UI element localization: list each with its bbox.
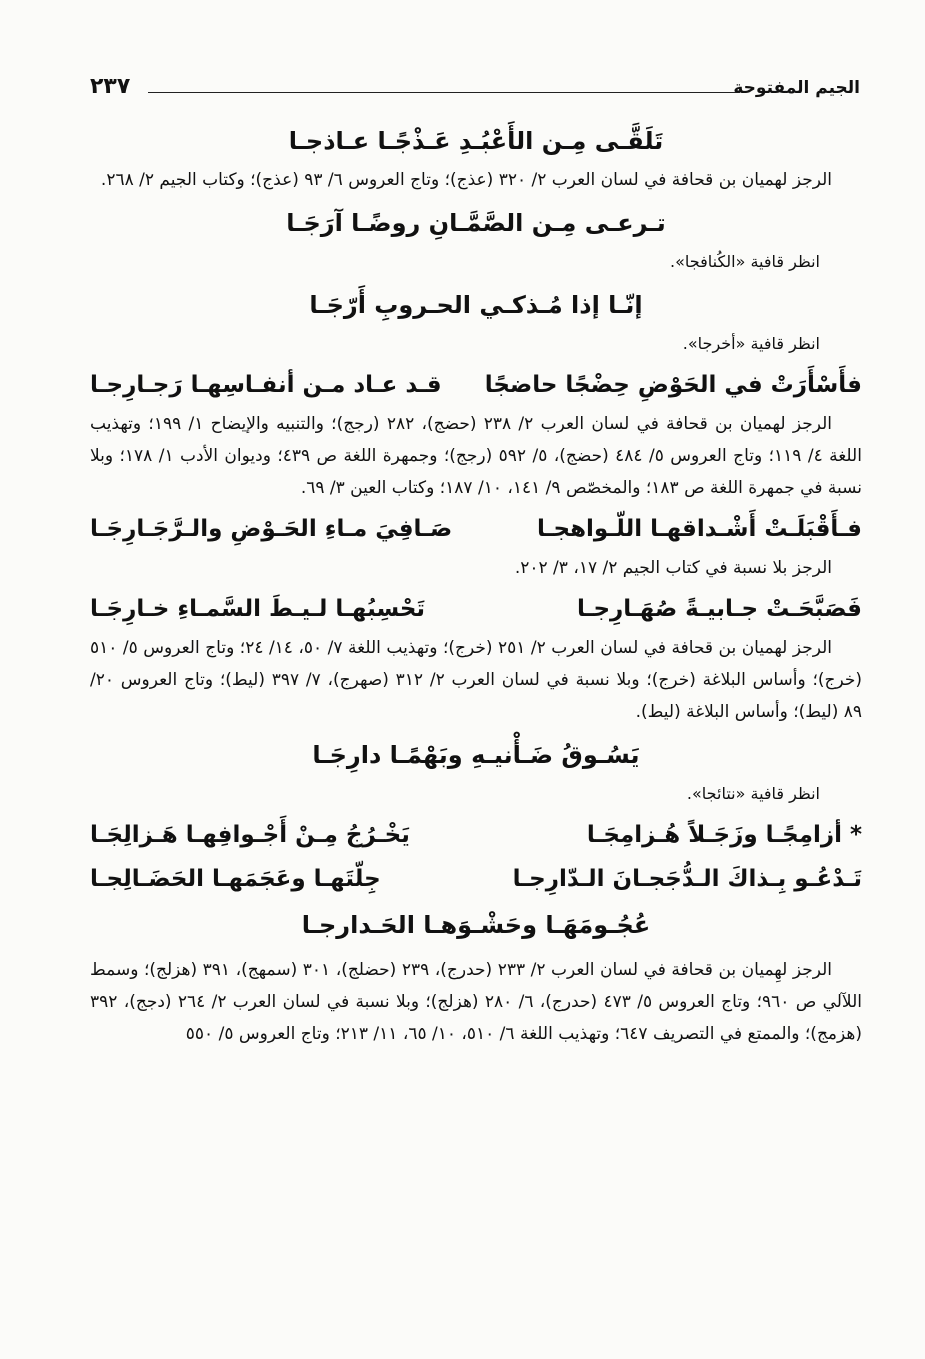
footnote-text: الرجز لهميان بن قحافة في لسان العرب ٢/ ٢٣٨ (حضج)، ٢٨٢ (رجج)؛ والتنبيه والإيضاح ١/ ١٩٩؛ وتهذيب اللغة ٤/ ١١٩؛ وتاج العروس ٥/ ٤٨٤ (حضج)، ٥/ ٥٩٢ (رجج)؛ وجمهرة اللغة ص ٤٣٩؛ وديوان الأدب ١/ ١٧٨؛ وبلا نسبة في جمهرة اللغة ص ١٨٣؛ والمخصّص ٩/ ١٤١، ١٠/ ١٨٧؛ وكتاب العين ٣/ ٦٩. bbox=[90, 414, 862, 498]
verse-first-hemistich: فأَسْأَرَتْ في الحَوْضِ حِضْجًا حاضجًا bbox=[484, 372, 862, 398]
verse-second-hemistich: قـد عـاد مـن أنفـاسِهـا رَجـارِجـا bbox=[90, 372, 442, 398]
verse: يَسُـوقُ ضَـأْنيـهِ وبَهْمًـا دارِجَـا bbox=[312, 741, 640, 769]
verse-second-hemistich: يَخْـرُجُ مِـنْ أَجْـوافِهـا هَـزالِجَـا bbox=[90, 822, 410, 848]
verse-second-hemistich: صَـافِيَ مـاءِ الحَـوْضِ والـرَّجَـارِجَـا bbox=[90, 516, 453, 542]
page-content bbox=[90, 118, 862, 1054]
verse: عُجُـومَهَـا وحَشْـوَهـا الحَـدارجـا bbox=[301, 911, 651, 939]
cross-reference: انظر قافية «نتائجا». bbox=[686, 784, 820, 803]
verse-second-hemistich: تَحْسِبُهـا لـيـطَ السَّمـاءِ خـارِجَـا bbox=[90, 596, 426, 622]
verse: تـرعـى مِـن الصَّمَّـانِ روضًـا آرَجَـا bbox=[286, 209, 666, 237]
footnote-text: الرجز لهميان بن قحافة في لسان العرب ٢/ ٢٥١ (خرج)؛ وتهذيب اللغة ٧/ ٥٠، ١٤/ ٢٤؛ وتاج العروس ٥/ ٥١٠ (خرج)؛ وأساس البلاغة (خرج)؛ وبلا نسبة في لسان العرب ٢/ ٣١٢ (صهرج)، ٧/ ٣٩٧ (ليط)؛ وتاج العروس ٢٠/ ٨٩ (ليط)؛ وأساس البلاغة (ليط). bbox=[90, 638, 862, 722]
verse-couplet bbox=[90, 508, 862, 552]
verse-second-hemistich: جِلّتَهـا وعَجَمَهـا الحَضَـالِجـا bbox=[90, 866, 381, 892]
footnote-text: الرجز بلا نسبة في كتاب الجيم ٢/ ١٧، ٣/ ٢٠٢. bbox=[514, 558, 832, 578]
page-header bbox=[90, 70, 860, 110]
cross-reference: انظر قافية «الكُنافجا». bbox=[670, 252, 820, 271]
verse-first-hemistich: فـأَقْبَلَـتْ أَشْـداقهـا اللّـواهجـا bbox=[537, 516, 862, 542]
header-rule bbox=[148, 92, 740, 93]
footnote-text: الرجز لهميان بن قحافة في لسان العرب ٢/ ٣٢٠ (عذج)؛ وتاج العروس ٦/ ٩٣ (عذج)؛ وكتاب الجيم ٢/ ٢٦٨. bbox=[100, 170, 832, 190]
footnote-text: الرجز لهِميان بن قحافة في لسان العرب ٢/ ٢٣٣ (حدرج)، ٢٣٩ (حضلج)، ٣٠١ (سمهج)، ٣٩١ (هزلج)؛ وسمط اللآلي ص ٩٦٠؛ وتاج العروس ٥/ ٤٧٣ (حدرج)، ٦/ ٢٨٠ (هزلج)؛ وبلا نسبة في لسان العرب ٢/ ٢٦٤ (دجج)، ٣٩٢ (هزمج)؛ والممتع في التصريف ٦٤٧؛ وتهذيب اللغة ٦/ ٥١٠، ١٠/ ٦٥، ١١/ ٢١٣؛ وتاج العروس ٥/ ٥٥٠ bbox=[90, 960, 862, 1044]
running-title: الجيم المفتوحة bbox=[733, 78, 860, 98]
verse-couplet bbox=[90, 588, 862, 632]
cross-reference: انظر قافية «أخرجا». bbox=[682, 334, 820, 353]
page-number: ٢٣٧ bbox=[90, 74, 131, 99]
verse-first-hemistich: تَـدْعُـو بِـذاكَ الـدُّجَجـانَ الـدّارِجـا bbox=[512, 866, 862, 892]
verse-couplet bbox=[90, 814, 862, 858]
verse-first-hemistich: فَصَبَّحَـتْ جـابيـةً صُهَـارِجـا bbox=[576, 596, 862, 622]
verse-couplet bbox=[90, 364, 862, 408]
verse-first-hemistich: * أزامِجًـا وزَجَـلاً هُـزامِجَـا bbox=[586, 822, 862, 848]
verse: إنّـا إذا مُـذكـي الحـروبِ أَرّجَـا bbox=[309, 291, 643, 319]
verse: تَلَقَّـى مِـن الأَعْبُـدِ عَـذْجًـا عـاذجـا bbox=[288, 127, 664, 155]
verse-couplet bbox=[90, 858, 862, 902]
